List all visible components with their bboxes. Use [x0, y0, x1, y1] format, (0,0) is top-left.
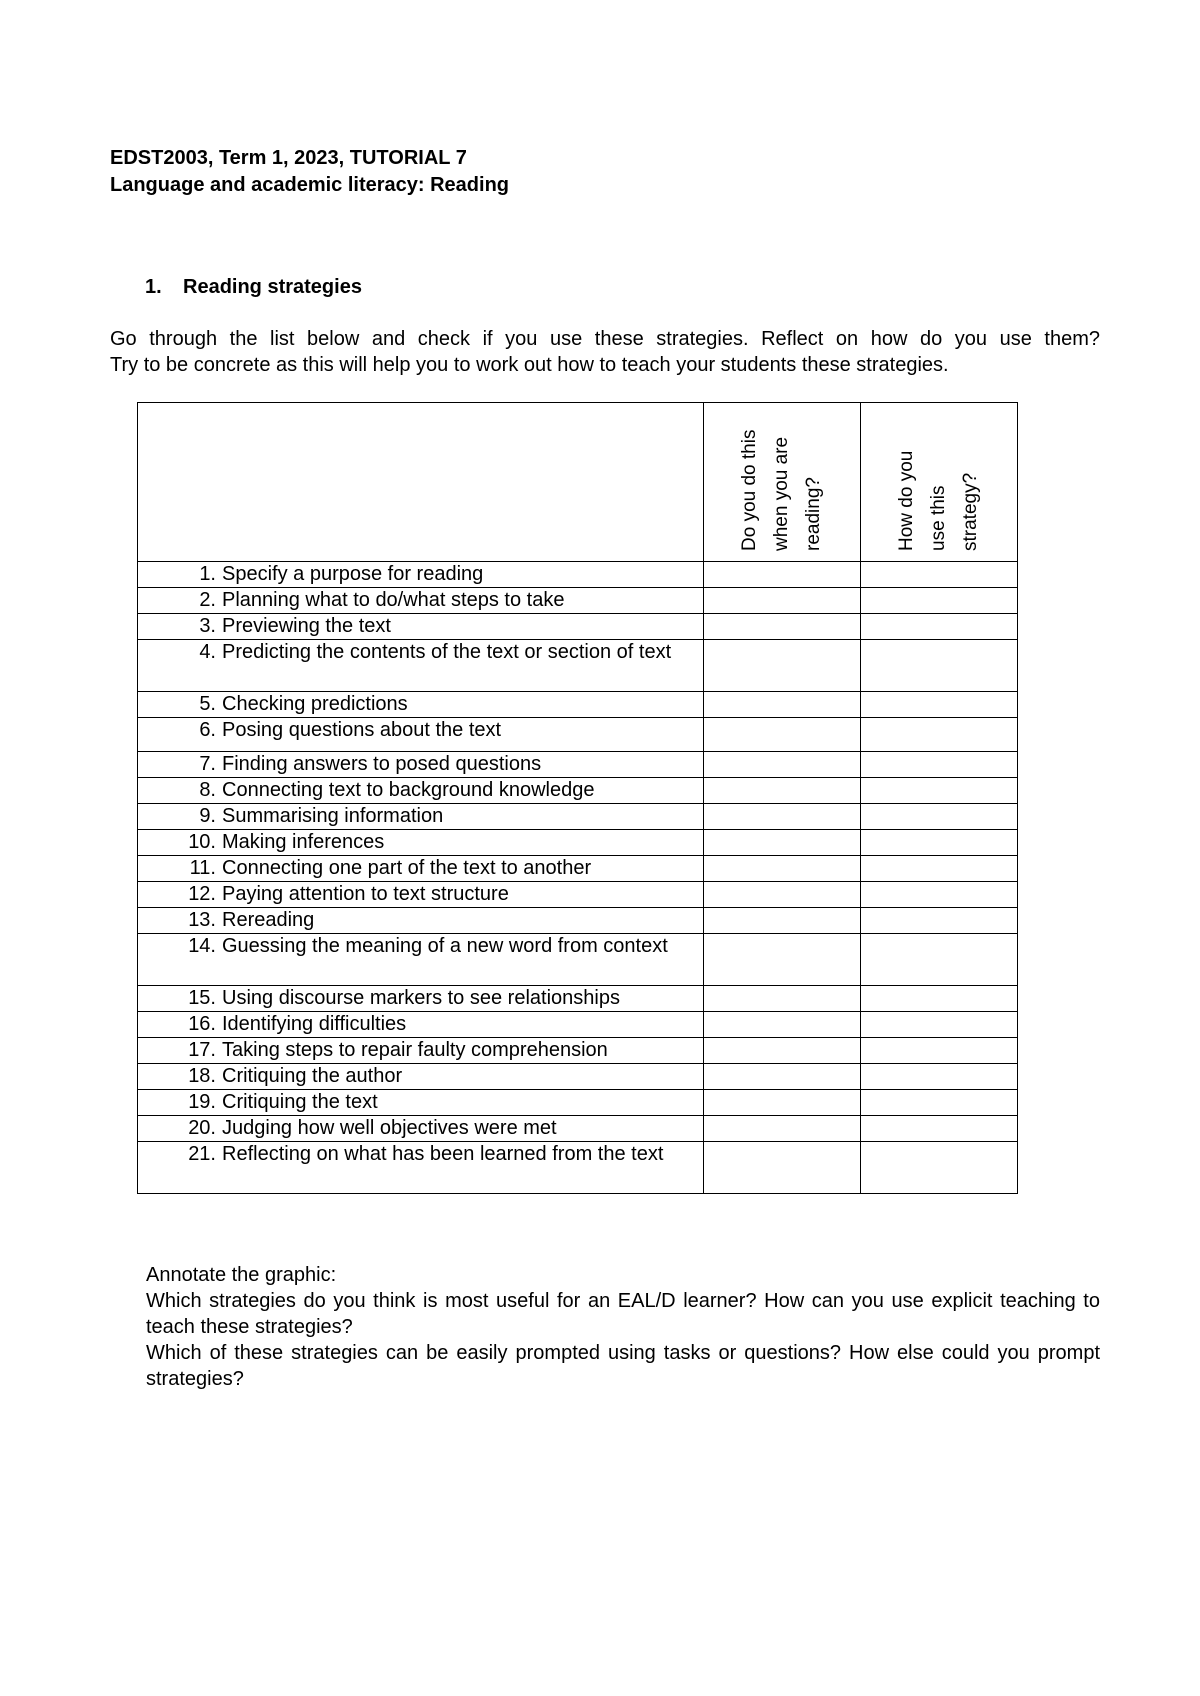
strategy-text: Reflecting on what has been learned from the text — [222, 1143, 664, 1165]
section-number: 1. — [145, 276, 162, 298]
strategy-text: Taking steps to repair faulty comprehension — [222, 1039, 608, 1061]
strategy-item — [138, 1090, 703, 1115]
document-header — [110, 145, 509, 199]
strategy-text: Predicting the contents of the text or section of text — [222, 641, 672, 663]
section-heading — [145, 274, 362, 301]
header-cell-do-you-do — [704, 403, 861, 562]
table-row — [138, 934, 1018, 986]
strategy-cell — [138, 692, 704, 718]
strategy-text: Identifying difficulties — [222, 1013, 407, 1035]
strategy-item — [138, 934, 703, 959]
do-you-do-cell[interactable] — [704, 718, 861, 752]
strategy-number: 11. — [189, 857, 216, 879]
strategy-text: Planning what to do/what steps to take — [222, 589, 565, 611]
how-do-you-use-cell[interactable] — [861, 986, 1018, 1012]
strategy-item — [138, 562, 703, 587]
table-row — [138, 1142, 1018, 1194]
strategy-cell — [138, 1038, 704, 1064]
strategy-number: 21. — [188, 1143, 216, 1165]
strategy-text: Using discourse markers to see relationships — [222, 987, 620, 1009]
strategy-number: 9. — [199, 805, 216, 827]
do-you-do-cell[interactable] — [704, 1090, 861, 1116]
strategy-number: 7. — [199, 753, 216, 775]
strategy-number: 13. — [188, 909, 216, 931]
strategy-cell — [138, 804, 704, 830]
strategy-cell — [138, 986, 704, 1012]
do-you-do-cell[interactable] — [704, 908, 861, 934]
strategy-item — [138, 908, 703, 933]
table-row — [138, 1116, 1018, 1142]
strategy-cell — [138, 588, 704, 614]
table-row — [138, 778, 1018, 804]
do-you-do-cell[interactable] — [704, 562, 861, 588]
table-body — [138, 562, 1018, 1194]
table-row — [138, 692, 1018, 718]
strategy-number: 12. — [188, 883, 216, 905]
table-row — [138, 1038, 1018, 1064]
table-header-row — [138, 403, 1018, 562]
do-you-do-cell[interactable] — [704, 614, 861, 640]
strategy-cell — [138, 856, 704, 882]
how-do-you-use-cell[interactable] — [861, 640, 1018, 692]
do-you-do-cell[interactable] — [704, 1064, 861, 1090]
strategy-number: 2. — [199, 589, 216, 611]
strategy-cell — [138, 1116, 704, 1142]
table-row — [138, 804, 1018, 830]
how-do-you-use-cell[interactable] — [861, 562, 1018, 588]
strategy-item — [138, 804, 703, 829]
strategy-text: Critiquing the author — [222, 1065, 403, 1087]
do-you-do-cell[interactable] — [704, 856, 861, 882]
strategy-text: Critiquing the text — [222, 1091, 378, 1113]
how-do-you-use-cell[interactable] — [861, 1116, 1018, 1142]
annotate-question-2: Which of these strategies can be easily prompted using tasks or questions? How else could you prompt strategies? — [146, 1342, 1100, 1390]
strategy-item — [138, 718, 703, 743]
do-you-do-cell[interactable] — [704, 1142, 861, 1194]
strategy-text: Making inferences — [222, 831, 385, 853]
strategy-number: 18. — [188, 1065, 216, 1087]
strategy-number: 19. — [188, 1091, 216, 1113]
strategy-item — [138, 614, 703, 639]
strategy-text: Specify a purpose for reading — [222, 563, 484, 585]
document-title: EDST2003, Term 1, 2023, TUTORIAL 7 — [110, 147, 467, 169]
annotate-label: Annotate the graphic: — [146, 1264, 337, 1286]
do-you-do-cell[interactable] — [704, 830, 861, 856]
table-row — [138, 882, 1018, 908]
do-you-do-cell[interactable] — [704, 882, 861, 908]
strategy-text: Finding answers to posed questions — [222, 753, 542, 775]
table-row — [138, 1090, 1018, 1116]
strategy-item — [138, 588, 703, 613]
table-row — [138, 614, 1018, 640]
strategy-item — [138, 1012, 703, 1037]
intro-line-1: Go through the list below and check if you use these strategies. Reflect on how do you use them? — [110, 328, 1100, 350]
document-subtitle: Language and academic literacy: Reading — [110, 174, 510, 196]
strategy-item — [138, 692, 703, 717]
strategy-cell — [138, 778, 704, 804]
strategy-cell — [138, 830, 704, 856]
how-do-you-use-cell[interactable] — [861, 804, 1018, 830]
do-you-do-cell[interactable] — [704, 1012, 861, 1038]
strategy-cell — [138, 1142, 704, 1194]
do-you-do-cell[interactable] — [704, 778, 861, 804]
how-do-you-use-cell[interactable] — [861, 692, 1018, 718]
how-do-you-use-cell[interactable] — [861, 1142, 1018, 1194]
strategy-item — [138, 856, 703, 881]
strategy-cell — [138, 908, 704, 934]
strategy-number: 16. — [188, 1013, 216, 1035]
table-row — [138, 588, 1018, 614]
how-do-you-use-cell[interactable] — [861, 856, 1018, 882]
annotate-question-1: Which strategies do you think is most useful for an EAL/D learner? How can you use explicit teaching to teach these strategies? — [146, 1290, 1100, 1338]
table-row — [138, 1064, 1018, 1090]
strategy-cell — [138, 640, 704, 692]
do-you-do-cell[interactable] — [704, 1116, 861, 1142]
strategy-number: 1. — [199, 563, 216, 585]
do-you-do-cell[interactable] — [704, 692, 861, 718]
annotate-section — [146, 1262, 1100, 1392]
strategy-text: Summarising information — [222, 805, 444, 827]
strategy-number: 5. — [199, 693, 216, 715]
strategy-cell — [138, 882, 704, 908]
table-row — [138, 908, 1018, 934]
strategy-text: Checking predictions — [222, 693, 408, 715]
do-you-do-cell[interactable] — [704, 1038, 861, 1064]
strategy-cell — [138, 718, 704, 752]
strategy-text: Rereading — [222, 909, 315, 931]
how-do-you-use-cell[interactable] — [861, 1090, 1018, 1116]
intro-paragraph — [110, 326, 1100, 378]
table-row — [138, 640, 1018, 692]
how-do-you-use-cell[interactable] — [861, 614, 1018, 640]
strategy-cell — [138, 1012, 704, 1038]
how-do-you-use-cell[interactable] — [861, 718, 1018, 752]
strategy-cell — [138, 752, 704, 778]
table-row — [138, 718, 1018, 752]
strategy-item — [138, 778, 703, 803]
section-title: Reading strategies — [183, 276, 362, 298]
do-you-do-cell[interactable] — [704, 752, 861, 778]
table-row — [138, 752, 1018, 778]
header-cell-strategy — [138, 403, 704, 562]
do-you-do-cell[interactable] — [704, 934, 861, 986]
table-row — [138, 830, 1018, 856]
intro-line-2: Try to be concrete as this will help you to work out how to teach your students these strategies. — [110, 354, 949, 376]
strategy-text: Paying attention to text structure — [222, 883, 509, 905]
do-you-do-cell[interactable] — [704, 986, 861, 1012]
how-do-you-use-cell[interactable] — [861, 778, 1018, 804]
strategy-text: Connecting text to background knowledge — [222, 779, 595, 801]
how-do-you-use-cell[interactable] — [861, 752, 1018, 778]
strategy-text: Guessing the meaning of a new word from context — [222, 935, 668, 957]
how-do-you-use-cell[interactable] — [861, 1064, 1018, 1090]
strategy-item — [138, 752, 703, 777]
strategy-item — [138, 986, 703, 1011]
table-row — [138, 1012, 1018, 1038]
strategy-item — [138, 1038, 703, 1063]
strategy-text: Judging how well objectives were met — [222, 1117, 557, 1139]
strategy-cell — [138, 1090, 704, 1116]
strategy-text: Posing questions about the text — [222, 719, 502, 741]
strategy-item — [138, 1064, 703, 1089]
strategy-item — [138, 640, 703, 665]
how-do-you-use-cell[interactable] — [861, 830, 1018, 856]
strategy-cell — [138, 934, 704, 986]
how-do-you-use-cell[interactable] — [861, 934, 1018, 986]
strategy-cell — [138, 614, 704, 640]
do-you-do-cell[interactable] — [704, 640, 861, 692]
how-do-you-use-cell[interactable] — [861, 882, 1018, 908]
strategy-number: 15. — [188, 987, 216, 1009]
strategy-item — [138, 882, 703, 907]
strategy-text: Previewing the text — [222, 615, 391, 637]
header-label-do-you-do: Do you do this when you are reading? — [739, 429, 824, 551]
strategy-number: 3. — [199, 615, 216, 637]
strategy-text: Connecting one part of the text to another — [222, 857, 592, 879]
how-do-you-use-cell[interactable] — [861, 1038, 1018, 1064]
strategy-number: 20. — [188, 1117, 216, 1139]
strategy-number: 14. — [188, 935, 216, 957]
strategy-number: 4. — [199, 641, 216, 663]
strategy-item — [138, 1116, 703, 1141]
table-row — [138, 562, 1018, 588]
how-do-you-use-cell[interactable] — [861, 588, 1018, 614]
do-you-do-cell[interactable] — [704, 804, 861, 830]
strategy-cell — [138, 562, 704, 588]
table-row — [138, 856, 1018, 882]
strategy-number: 10. — [188, 831, 216, 853]
table-row — [138, 986, 1018, 1012]
strategy-number: 6. — [199, 719, 216, 741]
strategy-number: 8. — [199, 779, 216, 801]
how-do-you-use-cell[interactable] — [861, 1012, 1018, 1038]
do-you-do-cell[interactable] — [704, 588, 861, 614]
strategy-number: 17. — [188, 1039, 216, 1061]
strategy-item — [138, 830, 703, 855]
header-cell-how-do-you-use — [861, 403, 1018, 562]
strategies-table — [137, 402, 1018, 1194]
how-do-you-use-cell[interactable] — [861, 908, 1018, 934]
strategy-item — [138, 1142, 703, 1167]
header-label-how-do-you-use: How do you use this strategy? — [896, 450, 981, 551]
strategy-cell — [138, 1064, 704, 1090]
